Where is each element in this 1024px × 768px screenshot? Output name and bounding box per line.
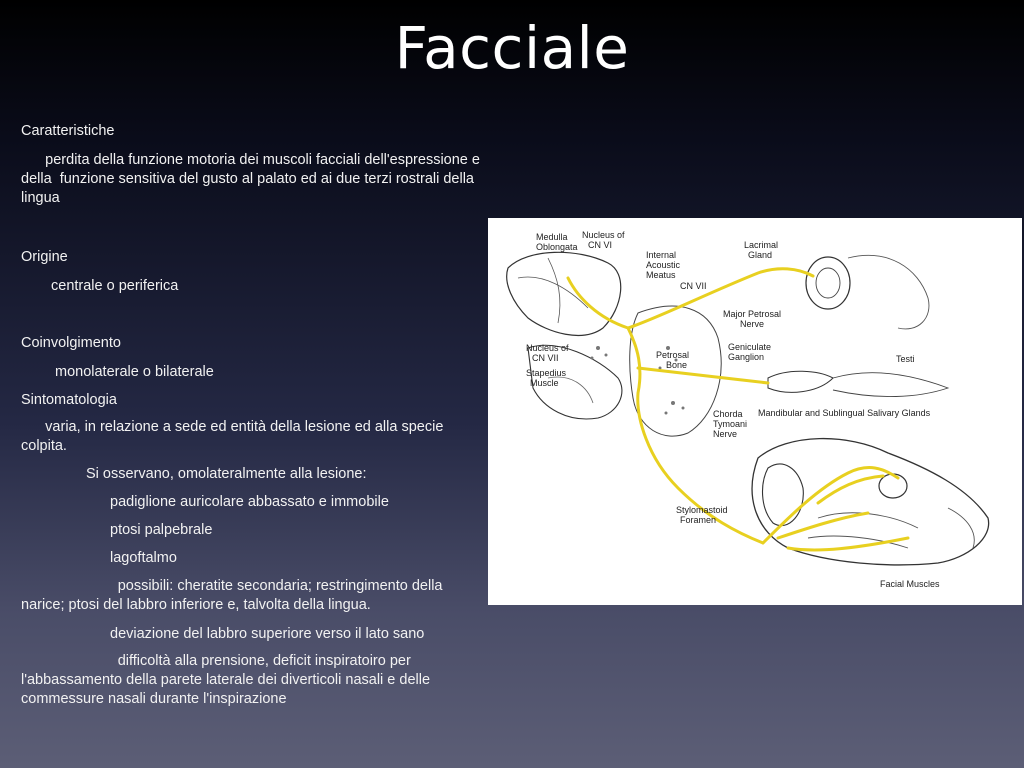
caratteristiche-text: perdita della funzione motoria dei muscoli facciali dell'espressione e della funzione sensitiva del gusto al palato ed ai due terzi rostrali della lingua	[21, 152, 489, 206]
svg-text:InternalAcousticMeatus: Internal Acoustic Meatus	[646, 250, 681, 280]
list-item: deviazione del labbro superiore verso il lato sano	[110, 626, 425, 642]
svg-text:Mandibular and Sublingual Sali: Mandibular and Sublingual Salivary Glands	[758, 408, 931, 418]
slide-title: Facciale	[394, 14, 630, 82]
svg-text:StylomastoidForamen: Stylomastoid Foramen	[676, 505, 728, 525]
svg-text:ChordaTymoaniNerve: Chorda Tymoani Nerve	[713, 409, 748, 439]
svg-text:StapediusMuscle: Stapedius Muscle	[526, 368, 567, 388]
list-item: possibili: cheratite secondaria; restringimento della narice; ptosi del labbro inferiore e, talvolta della lingua.	[21, 578, 447, 613]
osservano-text: Si osservano, omolateralmente alla lesione:	[86, 466, 367, 482]
svg-text:Facial Muscles: Facial Muscles	[880, 579, 940, 589]
svg-text:GeniculateGanglion: Geniculate Ganglion	[728, 342, 772, 362]
list-item: difficoltà alla prensione, deficit inspiratoiro per l'abbassamento della parete laterale dei diverticoli nasali e delle commessure nasali durante l'inspirazione	[21, 653, 435, 707]
facial-nerve-figure	[488, 218, 1022, 605]
svg-text:Testi: Testi	[896, 354, 915, 364]
list-item: ptosi palpebrale	[110, 522, 213, 538]
origine-heading: Origine	[21, 249, 68, 265]
svg-text:Major PetrosalNerve: Major Petrosal Nerve	[723, 309, 782, 329]
svg-text:PetrosalBone: Petrosal Bone	[656, 350, 690, 370]
svg-text:MedullaOblongata: Medulla Oblongata	[536, 232, 578, 252]
sintomatologia-text: varia, in relazione a sede ed entità della lesione ed alla specie colpita.	[21, 419, 448, 454]
svg-text:LacrimalGland: Lacrimal Gland	[744, 240, 779, 260]
list-item: lagoftalmo	[110, 550, 177, 566]
list-item: padiglione auricolare abbassato e immobile	[110, 494, 389, 510]
sintomatologia-heading: Sintomatologia	[21, 392, 117, 408]
svg-text:Nucleus ofCN VI: Nucleus of CN VI	[582, 230, 625, 250]
coinvolgimento-text: monolaterale o bilaterale	[55, 364, 214, 380]
origine-text: centrale o periferica	[51, 278, 179, 294]
coinvolgimento-heading: Coinvolgimento	[21, 335, 121, 351]
svg-text:CN VII: CN VII	[680, 281, 707, 291]
svg-text:Nucleus ofCN VII: Nucleus of CN VII	[526, 343, 569, 363]
facial-nerve-diagram	[488, 218, 1022, 605]
caratteristiche-heading: Caratteristiche	[21, 123, 115, 139]
